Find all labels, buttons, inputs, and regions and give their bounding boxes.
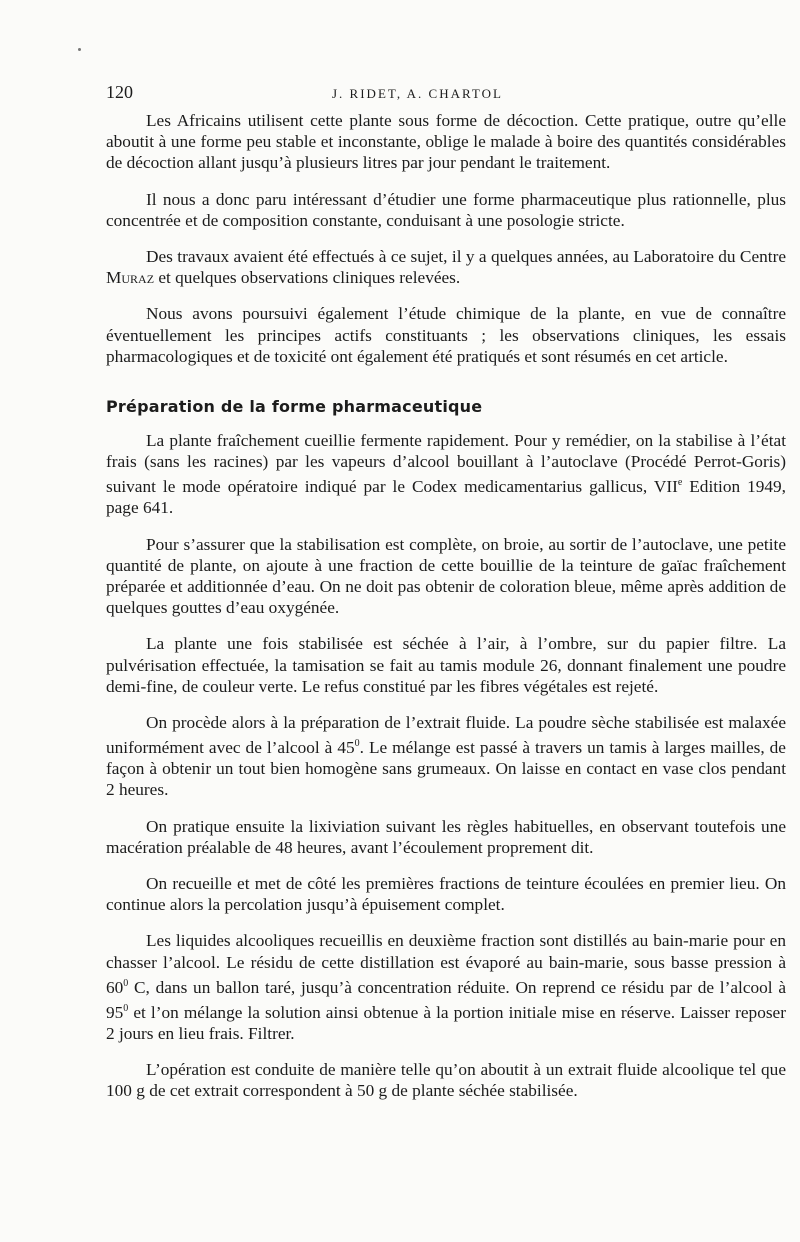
- text-run: Les liquides alcooliques recueillis en deuxième fraction sont distillés au bain-marie pour en chasser l’alcool. Le résidu de cette distillation est évaporé au bain-marie, sous basse pression à 60: [106, 931, 786, 997]
- text-run: Edition 1949, page 641.: [106, 477, 786, 518]
- page-number: 120: [106, 82, 133, 102]
- section-paragraph-1: [106, 430, 786, 519]
- section-paragraph-8: L’opération est conduite de manière telle qu’on aboutit à un extrait fluide alcoolique tel que 100 g de cet extrait correspondent à 50 g de plante séchée stabilisée.: [106, 1059, 786, 1101]
- text-run: et quelques observations cliniques relevées.: [154, 268, 461, 288]
- section-paragraph-2: Pour s’assurer que la stabilisation est complète, on broie, au sortir de l’autoclave, une petite quantité de plante, on ajoute à une fraction de cette bouillie de la teinture de gaïac fraîchement préparée et additionnée d’eau. On ne doit pas obtenir de coloration bleue, même après addition de quelques gouttes d’eau oxygénée.: [106, 534, 786, 618]
- text-run: Des travaux avaient été effectués à ce sujet, il y a quelques années, au Laboratoire du Centre: [146, 247, 786, 267]
- superscript: 0: [123, 977, 129, 989]
- superscript: 0: [354, 738, 360, 750]
- section-heading: Préparation de la forme pharmaceutique: [106, 397, 483, 417]
- section-paragraph-6: On recueille et met de côté les premières fractions de teinture écoulées en premier lieu. On continue alors la percolation jusqu’à épuisement complet.: [106, 874, 786, 915]
- section-paragraph-5: On pratique ensuite la lixiviation suivant les règles habituelles, en observant toutefois une macération préalable de 48 heures, avant l’écoulement proprement dit.: [106, 816, 786, 857]
- text-run: La plante fraîchement cueillie fermente rapidement. Pour y remédier, on la stabilise à l’état frais (sans les racines) par les vapeurs d’alcool bouillant à l’autoclave (Procédé Perrot-Goris) suivant le mode opératoire indiqué par le Codex medicamentarius gallicus, VII: [106, 431, 786, 497]
- section-paragraph-7: [106, 930, 786, 1044]
- superscript: 0: [123, 1002, 129, 1014]
- intro-paragraph-3: [106, 246, 786, 288]
- running-head: J. RIDET, A. CHARTOL: [332, 86, 503, 101]
- superscript: e: [677, 477, 683, 489]
- page-header: [106, 80, 786, 110]
- intro-paragraph-1: Les Africains utilisent cette plante sous forme de décoction. Cette pratique, outre qu’elle aboutit à une forme peu stable et inconstante, oblige le malade à boire des quantités considérables de décoction allant jusqu’à plusieurs litres par jour pendant le traitement.: [106, 111, 786, 173]
- text-run: et l’on mélange la solution ainsi obtenue à la portion initiale mise en réserve. Laisser reposer 2 jours en lieu frais. Filtrer.: [106, 1002, 786, 1043]
- text-run: C, dans un ballon taré, jusqu’à concentration réduite. On reprend ce résidu par de l’alcool à 95: [106, 977, 786, 1022]
- text-run: On procède alors à la préparation de l’extrait fluide. La poudre sèche stabilisée est malaxée uniformément avec de l’alcool à 45: [106, 713, 786, 757]
- text-run: . Le mélange est passé à travers un tamis à larges mailles, de façon à obtenir un tout bien homogène sans grumeaux. On laisse en contact en vase clos pendant 2 heures.: [106, 738, 786, 800]
- section-paragraph-3: La plante une fois stabilisée est séchée à l’air, à l’ombre, sur du papier filtre. La pulvérisation effectuée, la tamisation se fait au tamis module 26, donnant finalement une poudre demi-fine, de couleur verte. Le refus constitué par les fibres végétales est rejeté.: [106, 634, 786, 696]
- intro-paragraph-4: Nous avons poursuivi également l’étude chimique de la plante, en vue de connaître éventuellement les principes actifs constituants ; les observations cliniques, les essais pharmacologiques et de toxicité ont également été pratiqués et sont résumés en cet article.: [106, 304, 786, 366]
- intro-paragraph-2: Il nous a donc paru intéressant d’étudier une forme pharmaceutique plus rationnelle, plus concentrée et de composition constante, conduisant à une posologie stricte.: [106, 189, 786, 230]
- page-body: [106, 80, 786, 1116]
- section-paragraph-4: [106, 712, 786, 801]
- centre-name: Muraz: [106, 268, 155, 288]
- paper-speck: [78, 48, 81, 51]
